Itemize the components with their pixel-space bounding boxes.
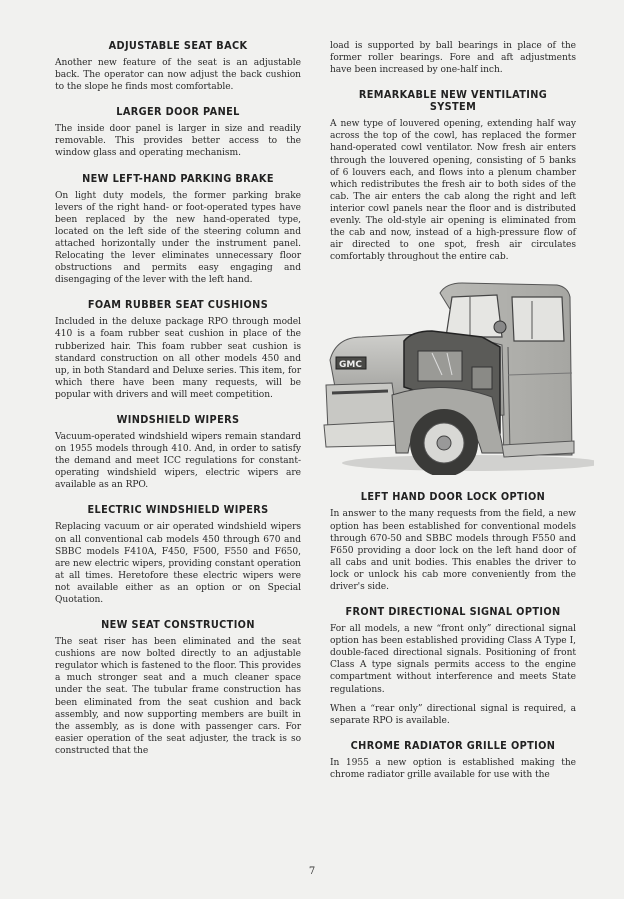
heading-windshield-wipers: WINDSHIELD WIPERS xyxy=(116,413,240,426)
right-column xyxy=(330,40,576,794)
heading-chrome-radiator-grille: CHROME RADIATOR GRILLE OPTION xyxy=(350,739,556,752)
body-larger-door-panel: The inside door panel is larger in size and readily removable. This provides better access to the window glass and operating mechanism. xyxy=(55,124,301,159)
body-rear-directional-signal: When a “rear only” directional signal is required, a separate RPO is available. xyxy=(330,703,576,726)
body-electric-windshield-wipers: Replacing vacuum or air operated windshield wipers on all conventional cab models 450 through 670 and SBBC models F410A, F450, F500, F550 and F650, are new electric wipers, providing constant operation at all times. Heretofore these electric wipers were not available either as an option or on Special Quotation. xyxy=(55,522,301,605)
heading-new-seat-construction: NEW SEAT CONSTRUCTION xyxy=(101,619,255,632)
heading-adjustable-seat-back: ADJUSTABLE SEAT BACK xyxy=(108,40,248,52)
heading-front-directional-signal: FRONT DIRECTIONAL SIGNAL OPTION xyxy=(345,606,561,619)
body-left-hand-door-lock: In answer to the many requests from the field, a new option has been established for conventional models through 670-50 and SBBC models through F550 and F650 providing a door lock on the left hand door of all cabs and unit bodies. This enables the driver to lock or unlock his cab more conveniently from the driver's side. xyxy=(330,509,576,592)
svg-text:GMC: GMC xyxy=(339,360,362,371)
body-foam-rubber-seat-cushions: Included in the deluxe package RPO through model 410 is a foam rubber seat cushion in place of the rubberized hair. This foam rubber seat cushion is standard construction on all other models 450 and up, in both Standard and Deluxe series. This item, for which there have been many requests, will be popular with drivers and will meet competition. xyxy=(55,317,301,400)
heading-foam-rubber-seat-cushions: FOAM RUBBER SEAT CUSHIONS xyxy=(87,299,269,312)
heading-ventilating-system: REMARKABLE NEW VENTILATING SYSTEM xyxy=(358,89,548,114)
page-number: 7 xyxy=(308,866,316,877)
body-ventilating-system: A new type of louvered opening, extending half way across the top of the cowl, has replaced the former hand-operated cowl ventilator. Now fresh air enters through the louvered opening, consisting of 5 banks of 6 louvers each, and flows into a plenum chamber which redistributes the fresh air to both sides of the cab. The air enters the cab along the right and left interior cowl panels near the floor and is distributed evenly. The old-style air opening is eliminated from the cab and now, instead of a high-pressure flow of air directed to one spot, fresh air circulates comfortably throughout the entire cab. xyxy=(330,119,576,263)
left-column xyxy=(55,40,301,770)
body-chrome-radiator-grille: In 1955 a new option is established making the chrome radiator grille available for use with the xyxy=(330,757,576,780)
heading-electric-windshield-wipers: ELECTRIC WINDSHIELD WIPERS xyxy=(87,504,269,517)
body-front-directional-signal: For all models, a new “front only” directional signal option has been established providing Class A Type I, double-faced directional signals. Positioning of front Class A type signals permits access to the engine compartment without interference and meets State regulations. xyxy=(330,624,576,695)
body-parking-brake: On light duty models, the former parking brake levers of the right hand- or foot-operated types have been replaced by the new hand-operated type, located on the left side of the steering column and attached horizontally under the instrument panel. Relocating the lever eliminates unnecessary floor obstructions and permits easy engaging and disengaging of the lever with the left hand. xyxy=(55,190,301,286)
heading-larger-door-panel: LARGER DOOR PANEL xyxy=(116,106,240,119)
heading-parking-brake: NEW LEFT-HAND PARKING BRAKE xyxy=(82,172,274,185)
truck-cab-cutaway-illustration xyxy=(330,275,576,475)
body-adjustable-seat-back: Another new feature of the seat is an adjustable back. The operator can now adjust the back cushion to the slope he finds most comfortable. xyxy=(55,58,301,93)
body-new-seat-construction: The seat riser has been eliminated and the seat cushions are now bolted directly to an adjustable regulator which is fastened to the floor. This provides a much stronger seat and a much cleaner space under the seat. The tubular frame construction has been eliminated from the seat cushion and back assembly, and now supporting members are built in the assembly, as is done with passenger cars. For easier operation of the seat adjuster, the track is so constructed that the xyxy=(55,637,301,756)
body-windshield-wipers: Vacuum-operated windshield wipers remain standard on 1955 models through 410. And, in order to satisfy the demand and meet ICC regulations for constant-operating windshield wipers, electric wipers are available as an RPO. xyxy=(55,431,301,491)
heading-left-hand-door-lock: LEFT HAND DOOR LOCK OPTION xyxy=(360,491,546,504)
body-continuation: load is supported by ball bearings in place of the former roller bearings. Fore and aft adjustments have been increased by one-half inch. xyxy=(330,41,576,76)
